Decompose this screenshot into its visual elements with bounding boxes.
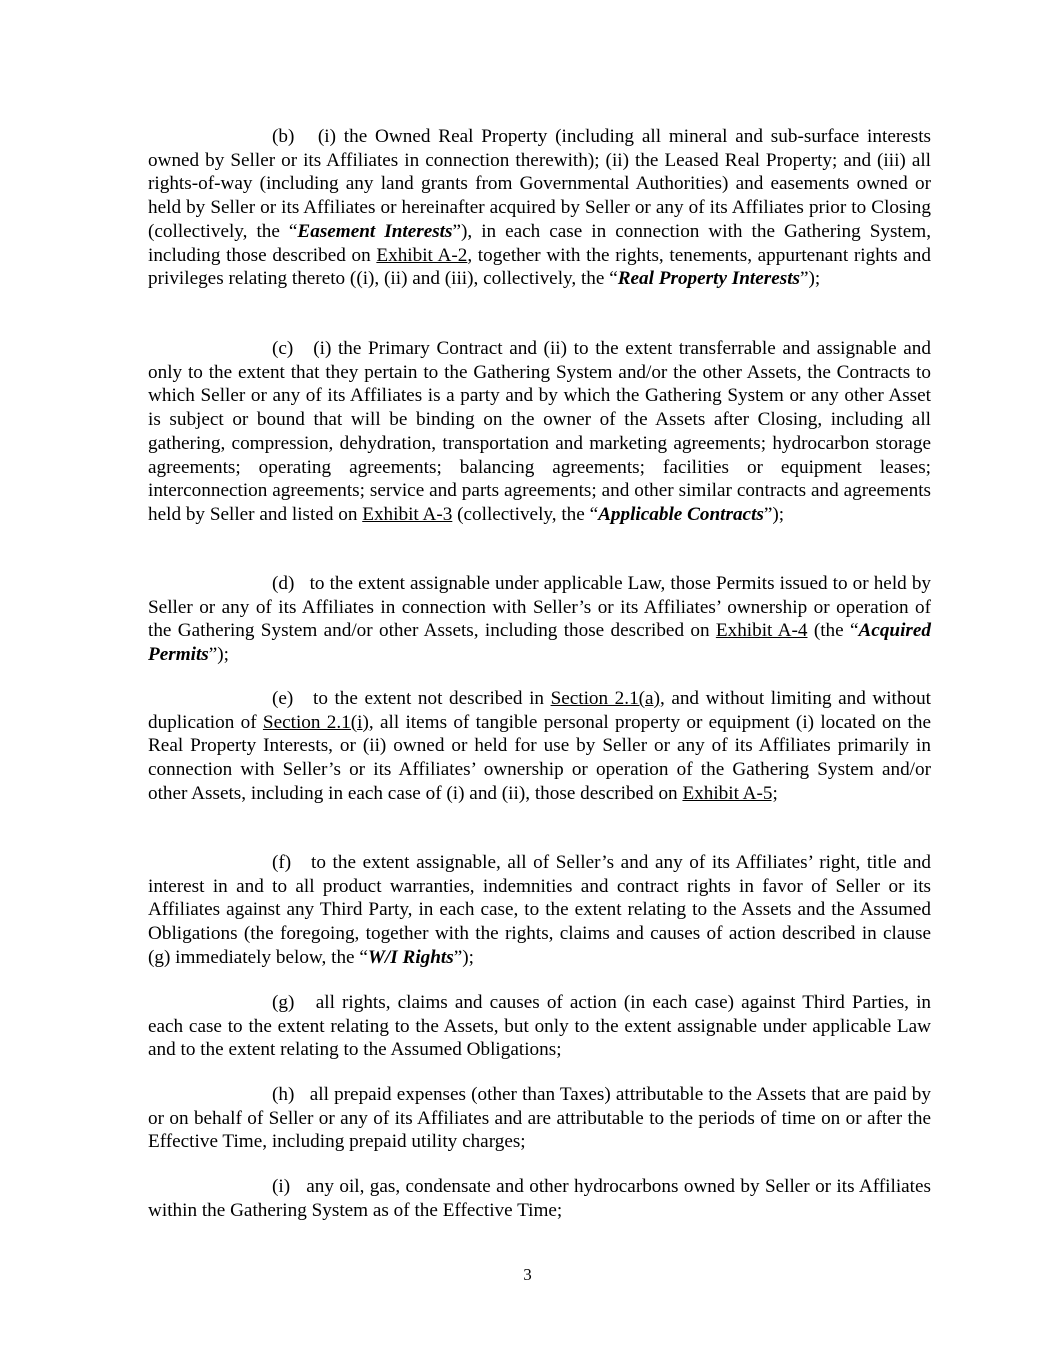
clause-b-text-1: (i) the Owned Real Property (including all mineral and sub-surface interests owned by Seller or its Affiliates in connection therewith); (ii) the Leased Real Property; and (iii) all rights-of-way (including any land grants from Governmental Authorities) and easements owned or held by Seller or its Affiliates or hereinafter acquired by Seller or any of its Affiliates prior to Closing (collectively, the “ xyxy=(148,126,932,242)
clause-i xyxy=(148,1175,931,1222)
clause-e-text-3: , all items of tangible personal property or equipment (i) located on the Real Property Interests, or (ii) owned or held for use by Seller or any of its Affiliates primarily in connection with Seller’s or its Affiliates’ ownership or operation of the Gathering System and/or other Assets, including in each case of (i) and (ii), those described on xyxy=(148,711,931,804)
clause-b-text-2: ”), in each case in connection with the Gathering System, including those described on xyxy=(148,220,931,266)
clause-d xyxy=(148,572,931,667)
clause-h xyxy=(148,1083,931,1154)
clause-b-label: (b) xyxy=(272,126,295,147)
clause-f xyxy=(148,851,931,970)
clause-f-label: (f) xyxy=(272,852,292,873)
clause-h-label: (h) xyxy=(272,1084,295,1105)
defined-term-acquired-permits: Acquired Permits xyxy=(148,620,931,666)
clause-c-text-3: ”); xyxy=(763,503,785,525)
exhibit-a5-reference[interactable]: Exhibit A-5; xyxy=(682,782,778,804)
clause-c-text-1: (i) the Primary Contract and (ii) to the extent transferrable and assignable and only to the extent that they pertain to the Gathering System and/or the other Assets, the Contracts to which Seller or any of its Affiliates is a party and by which the Gathering System or any other Asset is subject or bound that will be binding on the owner of the Assets after Closing, including all gathering, compression, dehydration, transportation and marketing agreements; hydrocarbon storage agreements; operating agreements; balancing agreements; facilities or equipment leases; interconnection agreements; service and parts agreements; and other similar contracts and agreements held by Seller and listed on xyxy=(148,338,931,525)
clause-g-label: (g) xyxy=(272,992,295,1013)
clause-f-text-1: to the extent assignable, all of Seller’s and any of its Affiliates’ right, title and interest in and to all product warranties, indemnities and contract rights in favor of Seller or its Affiliates against any Third Party, in each case, to the extent relating to the Assets and the Assumed Obligations (the foregoing, together with the rights, claims and causes of action described in clause (g) immediately below, the “ xyxy=(148,852,932,968)
clause-d-text-3: ”); xyxy=(208,644,230,666)
clause-g-text-1: all rights, claims and causes of action (in each case) against Third Parties, in each case to the extent relating to the Assets, but only to the extent assignable under applicable Law and to the extent relating to the Assumed Obligations; xyxy=(148,992,932,1061)
clause-b xyxy=(148,125,931,291)
clause-d-text-1: to the extent assignable under applicable Law, those Permits issued to or held by Seller or any of its Affiliates in connection with Seller’s or its Affiliates’ ownership or operation of the Gathering System and/or other Assets, including those described on xyxy=(148,573,932,642)
clause-b-text-4: ”); xyxy=(800,268,821,290)
page-number: 3 xyxy=(523,1265,532,1284)
clause-e-label: (e) xyxy=(272,688,294,709)
exhibit-a4-reference[interactable]: Exhibit A-4 xyxy=(715,620,808,642)
defined-term-wi-rights: W/I Rights xyxy=(367,946,454,968)
defined-term-real-property-interests: Real Property Interests xyxy=(617,268,801,290)
clause-d-label: (d) xyxy=(272,573,295,594)
exhibit-a2-reference[interactable]: Exhibit A-2 xyxy=(376,244,468,266)
clause-g xyxy=(148,991,931,1062)
clause-d-text-2: (the “ xyxy=(807,620,859,642)
clause-c-label: (c) xyxy=(272,338,294,359)
clause-e xyxy=(148,687,931,806)
clause-b-text-3: , together with the rights, tenements, appurtenant rights and privileges relating thereto ((i), (ii) and (iii), collectively, the “ xyxy=(148,244,931,290)
defined-term-easement-interests: Easement Interests xyxy=(297,220,453,242)
clause-f-text-2: ”); xyxy=(453,946,474,968)
section-2-1i-reference[interactable]: Section 2.1(i) xyxy=(262,711,369,733)
clause-i-label: (i) xyxy=(272,1176,291,1197)
section-2-1a-reference[interactable]: Section 2.1(a) xyxy=(550,688,660,709)
defined-term-applicable-contracts: Applicable Contracts xyxy=(598,503,764,525)
clause-c-text-2: (collectively, the “ xyxy=(452,503,599,525)
clause-h-text-1: all prepaid expenses (other than Taxes) attributable to the Assets that are paid by or on behalf of Seller or any of its Affiliates and are attributable to the periods of time on or after the Effective Time, including prepaid utility charges; xyxy=(148,1084,931,1153)
clause-i-text-1: any oil, gas, condensate and other hydrocarbons owned by Seller or its Affiliates within the Gathering System as of the Effective Time; xyxy=(148,1176,931,1221)
exhibit-a3-reference[interactable]: Exhibit A-3 xyxy=(362,503,453,525)
clause-e-text-2: , and without limiting and without duplication of xyxy=(148,688,932,733)
clause-e-text-1: to the extent not described in xyxy=(312,688,551,709)
clause-c xyxy=(148,337,931,527)
